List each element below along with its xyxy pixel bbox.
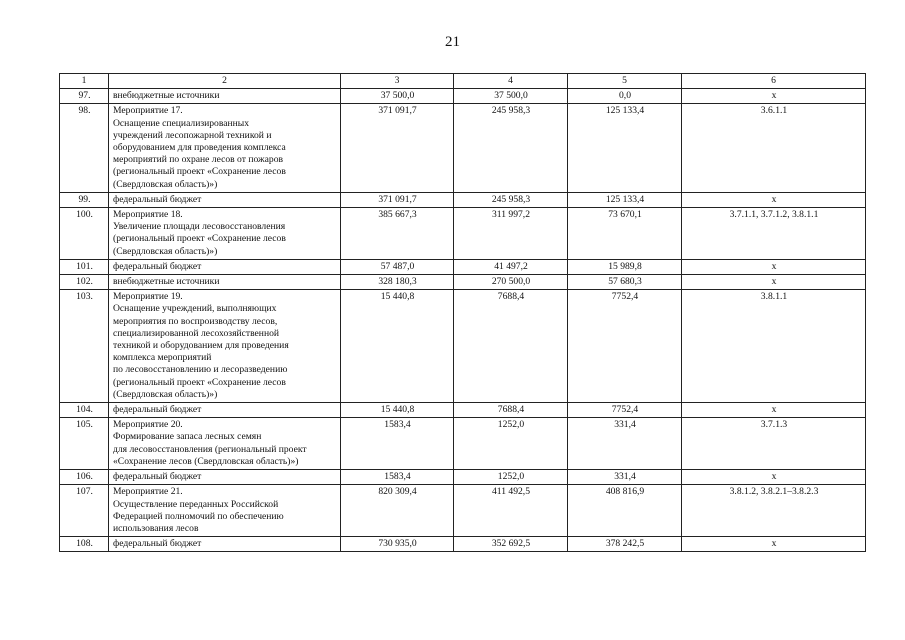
value-col-5: 378 242,5 [568,537,682,552]
value-col-5: 0,0 [568,89,682,104]
value-col-3: 1583,4 [341,418,454,470]
table-row [60,275,866,290]
description-line: Мероприятие 20. [113,419,183,431]
target-code: х [682,470,866,485]
target-code: 3.6.1.1 [682,104,866,192]
column-header: 6 [682,74,866,89]
row-description [109,89,341,104]
target-code: 3.8.1.1 [682,290,866,403]
row-number: 102. [60,275,109,290]
row-description [109,485,341,537]
table-row [60,208,866,260]
header-row [60,74,866,89]
target-code: 3.7.1.1, 3.7.1.2, 3.8.1.1 [682,208,866,260]
description-line: федеральный бюджет [113,404,202,416]
table-row [60,192,866,207]
value-col-3: 730 935,0 [341,537,454,552]
description-line: Увеличение площади лесовосстановления [113,221,286,233]
row-description [109,275,341,290]
value-col-4: 311 997,2 [454,208,568,260]
value-col-5: 15 989,8 [568,259,682,274]
value-col-3: 371 091,7 [341,104,454,192]
description-line: (Свердловская область)») [113,245,218,257]
row-description [109,403,341,418]
description-line: (региональный проект «Сохранение лесов [113,166,286,178]
description-line: оборудованием для проведения комплекса [113,142,286,154]
row-description [109,290,341,403]
table-row [60,104,866,192]
target-code: х [682,89,866,104]
value-col-5: 57 680,3 [568,275,682,290]
description-line: Мероприятие 21. [113,486,183,498]
target-code: х [682,192,866,207]
table-row [60,485,866,537]
column-header: 4 [454,74,568,89]
value-col-4: 270 500,0 [454,275,568,290]
description-line: специализированной лесохозяйственной [113,327,280,339]
target-code: 3.7.1.3 [682,418,866,470]
description-line: мероприятий по охране лесов от пожаров [113,154,284,166]
description-line: использования лесов [113,522,199,534]
description-line: Осуществление переданных Российской [113,498,279,510]
row-description [109,537,341,552]
table-body [60,89,866,552]
budget-table [59,73,866,552]
value-col-5: 7752,4 [568,290,682,403]
description-line: (региональный проект «Сохранение лесов [113,233,286,245]
value-col-4: 7688,4 [454,403,568,418]
table-row [60,259,866,274]
table-row [60,89,866,104]
value-col-3: 15 440,8 [341,290,454,403]
table-row [60,470,866,485]
value-col-3: 37 500,0 [341,89,454,104]
description-line: Мероприятие 18. [113,209,183,221]
row-description [109,208,341,260]
column-header: 3 [341,74,454,89]
page-number: 21 [445,34,460,50]
value-col-4: 245 958,3 [454,104,568,192]
row-number: 99. [60,192,109,207]
target-code: х [682,537,866,552]
column-header: 2 [109,74,341,89]
description-line: федеральный бюджет [113,193,202,205]
row-number: 105. [60,418,109,470]
description-line: (Свердловская область)») [113,178,218,190]
target-code: х [682,275,866,290]
row-description [109,418,341,470]
column-header: 1 [60,74,109,89]
value-col-4: 411 492,5 [454,485,568,537]
description-line: федеральный бюджет [113,538,202,550]
target-code: х [682,403,866,418]
row-number: 98. [60,104,109,192]
description-line: (Свердловская область)») [113,388,218,400]
value-col-5: 7752,4 [568,403,682,418]
description-line: (региональный проект «Сохранение лесов [113,376,286,388]
description-line: Оснащение специализированных [113,117,250,129]
target-code: х [682,259,866,274]
row-number: 104. [60,403,109,418]
description-line: Формирование запаса лесных семян [113,431,262,443]
description-line: Мероприятие 19. [113,291,183,303]
value-col-3: 820 309,4 [341,485,454,537]
row-number: 97. [60,89,109,104]
description-line: для лесовосстановления (региональный проект [113,443,307,455]
description-line: Федерацией полномочий по обеспечению [113,510,284,522]
value-col-4: 7688,4 [454,290,568,403]
description-line: внебюджетные источники [113,276,220,288]
value-col-5: 331,4 [568,418,682,470]
value-col-5: 331,4 [568,470,682,485]
row-number: 101. [60,259,109,274]
value-col-4: 245 958,3 [454,192,568,207]
value-col-5: 408 816,9 [568,485,682,537]
value-col-4: 37 500,0 [454,89,568,104]
table-row [60,290,866,403]
row-number: 103. [60,290,109,403]
table-row [60,537,866,552]
row-description [109,104,341,192]
column-header: 5 [568,74,682,89]
value-col-4: 1252,0 [454,470,568,485]
description-line: Мероприятие 17. [113,105,183,117]
value-col-3: 1583,4 [341,470,454,485]
description-line: мероприятия по воспроизводству лесов, [113,315,278,327]
description-line: учреждений лесопожарной техникой и [113,129,272,141]
description-line: комплекса мероприятий [113,352,212,364]
target-code: 3.8.1.2, 3.8.2.1–3.8.2.3 [682,485,866,537]
row-description [109,259,341,274]
value-col-4: 1252,0 [454,418,568,470]
value-col-4: 352 692,5 [454,537,568,552]
row-number: 107. [60,485,109,537]
description-line: по лесовосстановлению и лесоразведению [113,364,288,376]
value-col-3: 371 091,7 [341,192,454,207]
row-number: 106. [60,470,109,485]
table-row [60,403,866,418]
row-number: 100. [60,208,109,260]
value-col-3: 385 667,3 [341,208,454,260]
description-line: техникой и оборудованием для проведения [113,340,289,352]
description-line: федеральный бюджет [113,471,202,483]
value-col-3: 328 180,3 [341,275,454,290]
table-row [60,418,866,470]
value-col-5: 125 133,4 [568,192,682,207]
value-col-5: 125 133,4 [568,104,682,192]
value-col-3: 57 487,0 [341,259,454,274]
row-description [109,192,341,207]
description-line: внебюджетные источники [113,90,220,102]
value-col-3: 15 440,8 [341,403,454,418]
row-description [109,470,341,485]
description-line: «Сохранение лесов (Свердловская область)») [113,455,299,467]
description-line: Оснащение учреждений, выполняющих [113,303,277,315]
value-col-5: 73 670,1 [568,208,682,260]
description-line: федеральный бюджет [113,260,202,272]
row-number: 108. [60,537,109,552]
value-col-4: 41 497,2 [454,259,568,274]
